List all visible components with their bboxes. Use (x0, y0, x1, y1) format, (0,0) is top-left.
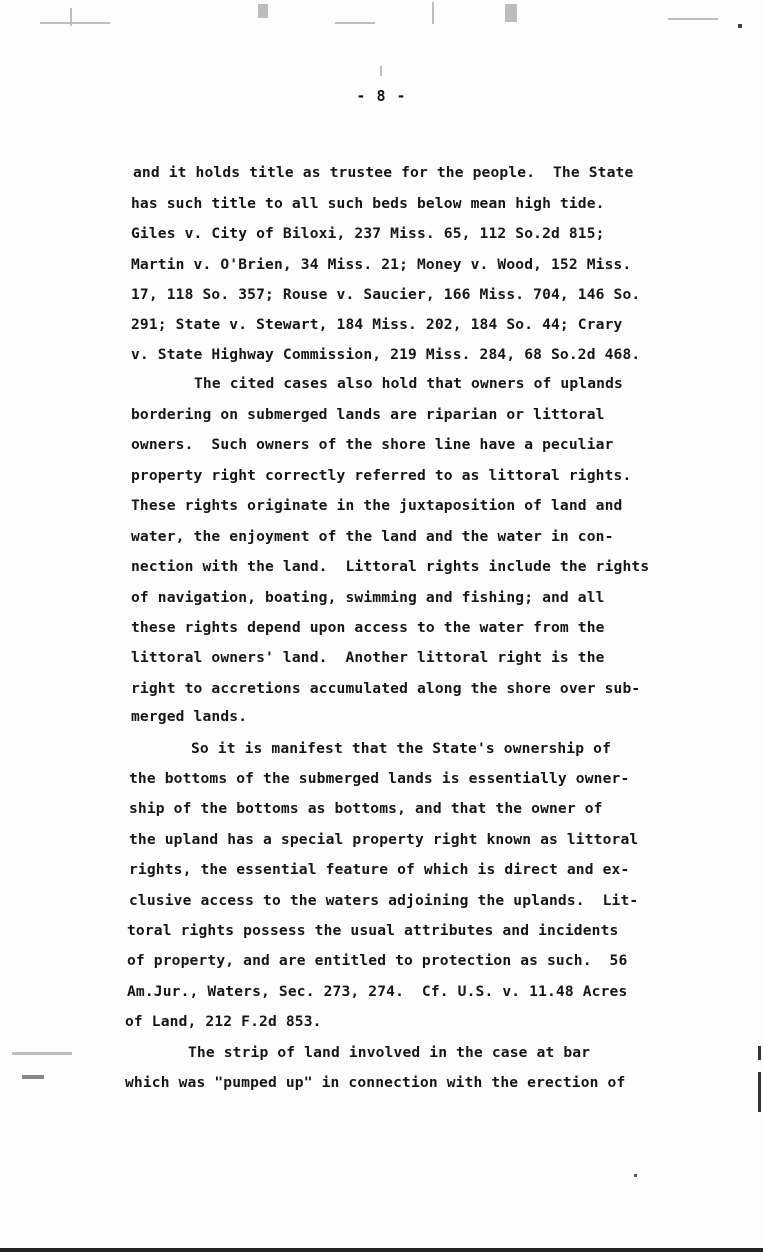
text-line: The cited cases also hold that owners of uplands (194, 375, 623, 392)
text-line: the bottoms of the submerged lands is essentially owner- (129, 770, 630, 787)
text-line: right to accretions accumulated along the shore over sub- (131, 680, 641, 697)
text-line: rights, the essential feature of which is direct and ex- (129, 861, 630, 878)
scan-noise (505, 4, 517, 22)
text-line: bordering on submerged lands are riparian or littoral (131, 406, 605, 423)
text-line: Martin v. O'Brien, 34 Miss. 21; Money v. Wood, 152 Miss. (131, 256, 632, 273)
text-line: of Land, 212 F.2d 853. (125, 1013, 322, 1030)
text-line: toral rights possess the usual attributes and incidents (127, 922, 619, 939)
text-line: nection with the land. Littoral rights include the rights (131, 558, 650, 575)
text-line: water, the enjoyment of the land and the water in con- (131, 528, 614, 545)
text-line: of navigation, boating, swimming and fishing; and all (131, 589, 605, 606)
text-line: has such title to all such beds below mean high tide. (131, 195, 605, 212)
text-line: the upland has a special property right known as littoral (129, 831, 639, 848)
scan-noise (380, 66, 382, 76)
text-line: The strip of land involved in the case at bar (188, 1044, 591, 1061)
text-line: 291; State v. Stewart, 184 Miss. 202, 184 So. 44; Crary (131, 316, 623, 333)
text-line: these rights depend upon access to the water from the (131, 619, 605, 636)
scan-noise (258, 4, 268, 18)
text-line: These rights originate in the juxtaposition of land and (131, 497, 623, 514)
text-line: Am.Jur., Waters, Sec. 273, 274. Cf. U.S. v. 11.48 Acres (127, 983, 628, 1000)
scan-noise (40, 22, 110, 24)
text-line: So it is manifest that the State's ownership of (191, 740, 612, 757)
scan-noise (335, 22, 375, 24)
scan-noise (634, 1174, 637, 1177)
text-line: property right correctly referred to as littoral rights. (131, 467, 632, 484)
margin-mark (758, 1046, 761, 1060)
scan-noise (70, 8, 72, 26)
scan-noise (738, 24, 742, 28)
scan-noise (668, 18, 718, 20)
scan-noise (22, 1075, 44, 1079)
scan-noise (12, 1052, 72, 1055)
text-line: 17, 118 So. 357; Rouse v. Saucier, 166 Miss. 704, 146 So. (131, 286, 641, 303)
text-line: clusive access to the waters adjoining the uplands. Lit- (129, 892, 639, 909)
bottom-edge-rule (0, 1248, 763, 1252)
text-line: littoral owners' land. Another littoral right is the (131, 649, 605, 666)
page-number: - 8 - (356, 87, 407, 105)
text-line: ship of the bottoms as bottoms, and that the owner of (129, 800, 603, 817)
text-line: Giles v. City of Biloxi, 237 Miss. 65, 112 So.2d 815; (131, 225, 605, 242)
text-line: and it holds title as trustee for the people. The State (133, 164, 634, 181)
text-line: merged lands. (131, 708, 248, 725)
scan-noise (432, 2, 434, 24)
text-line: owners. Such owners of the shore line have a peculiar (131, 436, 614, 453)
margin-mark (758, 1072, 761, 1112)
text-line: of property, and are entitled to protection as such. 56 (127, 952, 628, 969)
text-line: v. State Highway Commission, 219 Miss. 284, 68 So.2d 468. (131, 346, 641, 363)
text-line: which was "pumped up" in connection with the erection of (125, 1074, 626, 1091)
